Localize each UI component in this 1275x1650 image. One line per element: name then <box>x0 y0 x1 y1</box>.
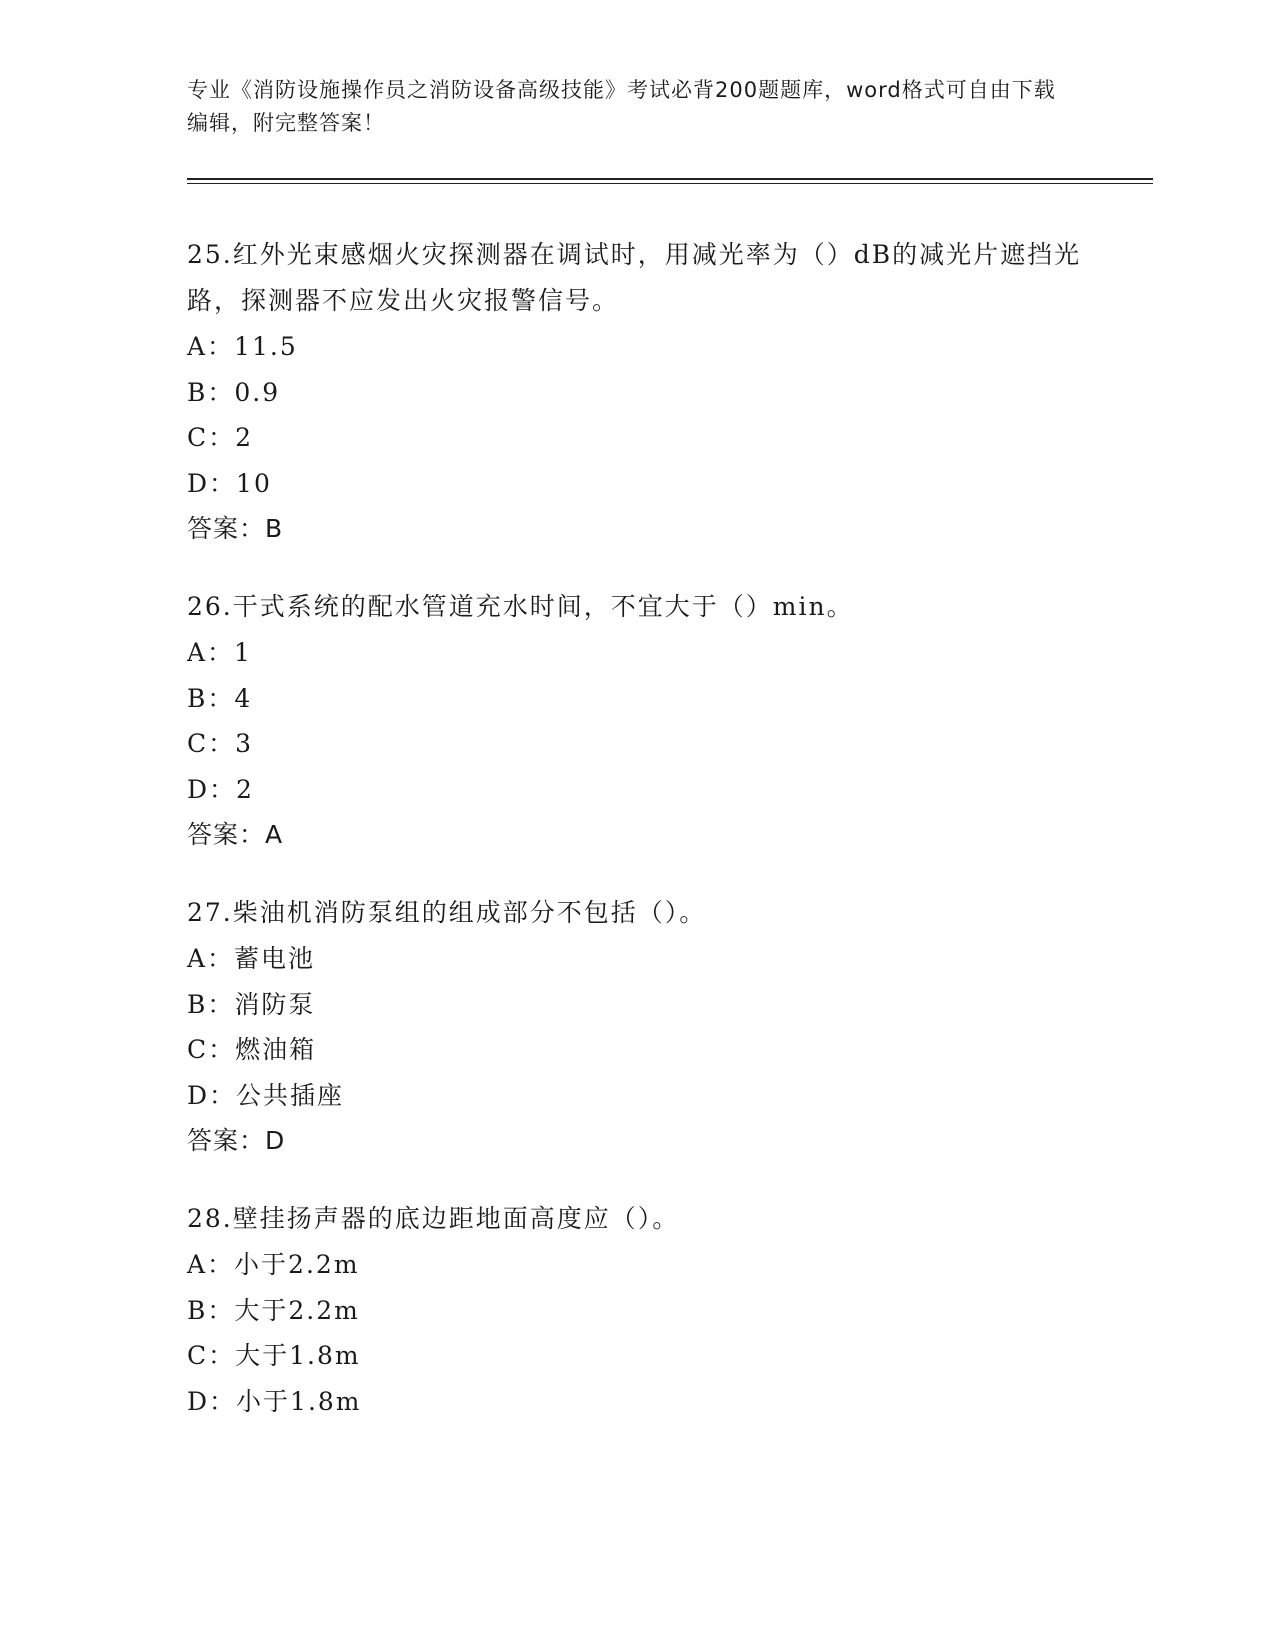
document-header: 专业《消防设施操作员之消防设备高级技能》考试必背200题题库，word格式可自由下载编辑，附完整答案！ <box>187 78 1056 135</box>
header-divider-thin <box>187 183 1153 184</box>
answer-line: 答案：A <box>187 820 284 849</box>
option-b: B：0.9 <box>187 377 281 407</box>
option-d: D：小于1.8m <box>187 1386 362 1416</box>
option-b: B：消防泵 <box>187 989 316 1019</box>
question-list <box>187 232 1087 1456</box>
option-b: B：大于2.2m <box>187 1295 360 1325</box>
question-28 <box>187 1196 1087 1424</box>
question-stem: 28.壁挂扬声器的底边距地面高度应（）。 <box>187 1204 680 1233</box>
question-stem: 26.干式系统的配水管道充水时间，不宜大于（）min。 <box>187 592 854 621</box>
option-a: A：小于2.2m <box>187 1250 360 1279</box>
option-d: D：10 <box>187 468 272 498</box>
option-d: D：公共插座 <box>187 1080 345 1110</box>
answer-line: 答案：D <box>187 1126 286 1155</box>
question-25 <box>187 232 1087 552</box>
question-stem: 27.柴油机消防泵组的组成部分不包括（）。 <box>187 898 707 927</box>
option-d: D：2 <box>187 774 254 804</box>
option-c: C：3 <box>187 729 254 758</box>
answer-line: 答案：B <box>187 514 284 543</box>
question-stem: 25.红外光束感烟火灾探测器在调试时，用减光率为（）dB的减光片遮挡光路，探测器不应发出火灾报警信号。 <box>187 240 1082 315</box>
question-27 <box>187 890 1087 1164</box>
option-b: B：4 <box>187 683 253 713</box>
option-c: C：大于1.8m <box>187 1341 361 1370</box>
option-a: A：蓄电池 <box>187 944 316 973</box>
option-c: C：燃油箱 <box>187 1035 317 1064</box>
header-divider <box>187 178 1153 180</box>
option-a: A：11.5 <box>187 332 298 361</box>
option-a: A：1 <box>187 638 252 667</box>
question-26 <box>187 584 1087 858</box>
option-c: C：2 <box>187 423 254 452</box>
